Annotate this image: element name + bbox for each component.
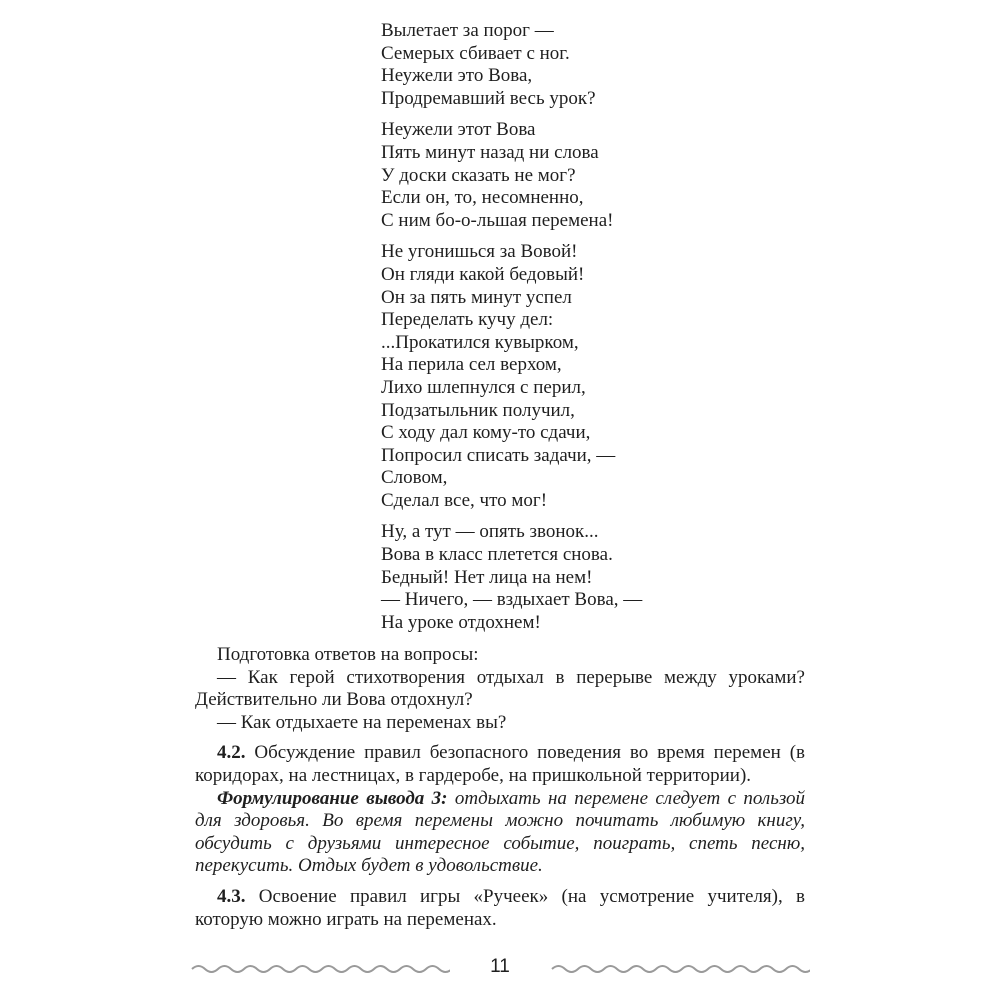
section-text: Обсуждение правил безопасного поведения во время перемен (в коридорах, на лестницах, в гардеробе, на пришкольной территории). bbox=[195, 742, 805, 786]
poem-line: Семерых сбивает с ног. bbox=[381, 42, 570, 64]
poem-line: Бедный! Нет лица на нем! bbox=[381, 566, 593, 588]
poem-line: Вова в класс плетется снова. bbox=[381, 544, 613, 566]
page-footer bbox=[190, 954, 810, 984]
poem-line: Если он, то, несомненно, bbox=[381, 187, 584, 209]
poem-line: Попросил списать задачи, — bbox=[381, 444, 616, 466]
conclusion-3 bbox=[195, 788, 805, 878]
poem-line: Не угонишься за Вовой! bbox=[381, 241, 578, 263]
poem-line: Он гляди какой бедовый! bbox=[381, 263, 585, 285]
poem-line: Пять минут назад ни слова bbox=[381, 141, 599, 163]
poem-line: На перила сел верхом, bbox=[381, 354, 562, 376]
poem-stanza-4 bbox=[381, 521, 801, 634]
poem-line: Лихо шлепнулся с перил, bbox=[381, 376, 586, 398]
poem-stanza-1 bbox=[381, 20, 801, 110]
poem-stanza-2 bbox=[381, 119, 801, 232]
poem-line: С ходу дал кому-то сдачи, bbox=[381, 422, 591, 444]
wave-ornament-left bbox=[190, 962, 450, 976]
section-4-3 bbox=[195, 886, 805, 931]
poem-line: Подзатыльник получил, bbox=[381, 399, 575, 421]
page-number: 11 bbox=[490, 956, 510, 977]
poem-line: С ним бо-о-льшая перемена! bbox=[381, 209, 614, 231]
section-text: Освоение правил игры «Ручеек» (на усмотрение учителя), в которую можно играть на переменах. bbox=[195, 885, 805, 930]
poem-line: Он за пять минут успел bbox=[381, 286, 572, 308]
section-4-2 bbox=[195, 742, 805, 787]
poem-line: У доски сказать не мог? bbox=[381, 164, 576, 186]
poem-line: ...Прокатился кувырком, bbox=[381, 331, 579, 353]
body-text bbox=[195, 644, 805, 931]
question-2: — Как отдыхаете на переменах вы? bbox=[217, 711, 507, 733]
section-number: 4.2. bbox=[217, 742, 246, 764]
conclusion-label: Формулирование вывода 3: bbox=[217, 787, 448, 809]
poem-line: Неужели это Вова, bbox=[381, 65, 533, 87]
poem-line: Сделал все, что мог! bbox=[381, 489, 548, 511]
poem-line: Вылетает за порог — bbox=[381, 20, 554, 41]
section-number: 4.3. bbox=[217, 885, 246, 907]
poem-line: Словом, bbox=[381, 467, 448, 489]
poem-stanza-3 bbox=[381, 241, 801, 512]
questions-intro: Подготовка ответов на вопросы: bbox=[217, 644, 479, 665]
poem-line: — Ничего, — вздыхает Вова, — bbox=[381, 589, 643, 611]
question-1: — Как герой стихотворения отдыхал в перерыве между уроками? Действительно ли Вова отдохнул? bbox=[195, 666, 805, 711]
poem-line: Переделать кучу дел: bbox=[381, 309, 554, 331]
poem-line: Ну, а тут — опять звонок... bbox=[381, 521, 599, 543]
poem-line: На уроке отдохнем! bbox=[381, 611, 541, 633]
poem bbox=[381, 20, 801, 643]
poem-line: Продремавший весь урок? bbox=[381, 87, 596, 109]
wave-ornament-right bbox=[550, 962, 810, 976]
poem-line: Неужели этот Вова bbox=[381, 119, 536, 141]
conclusion-text: отдыхать на перемене следует с пользой для здоровья. Во время перемены можно почитать любимую книгу, обсудить с друзьями интересное событие, поиграть, спеть песню, перекусить. Отдых будет в удовольствие. bbox=[195, 787, 805, 877]
